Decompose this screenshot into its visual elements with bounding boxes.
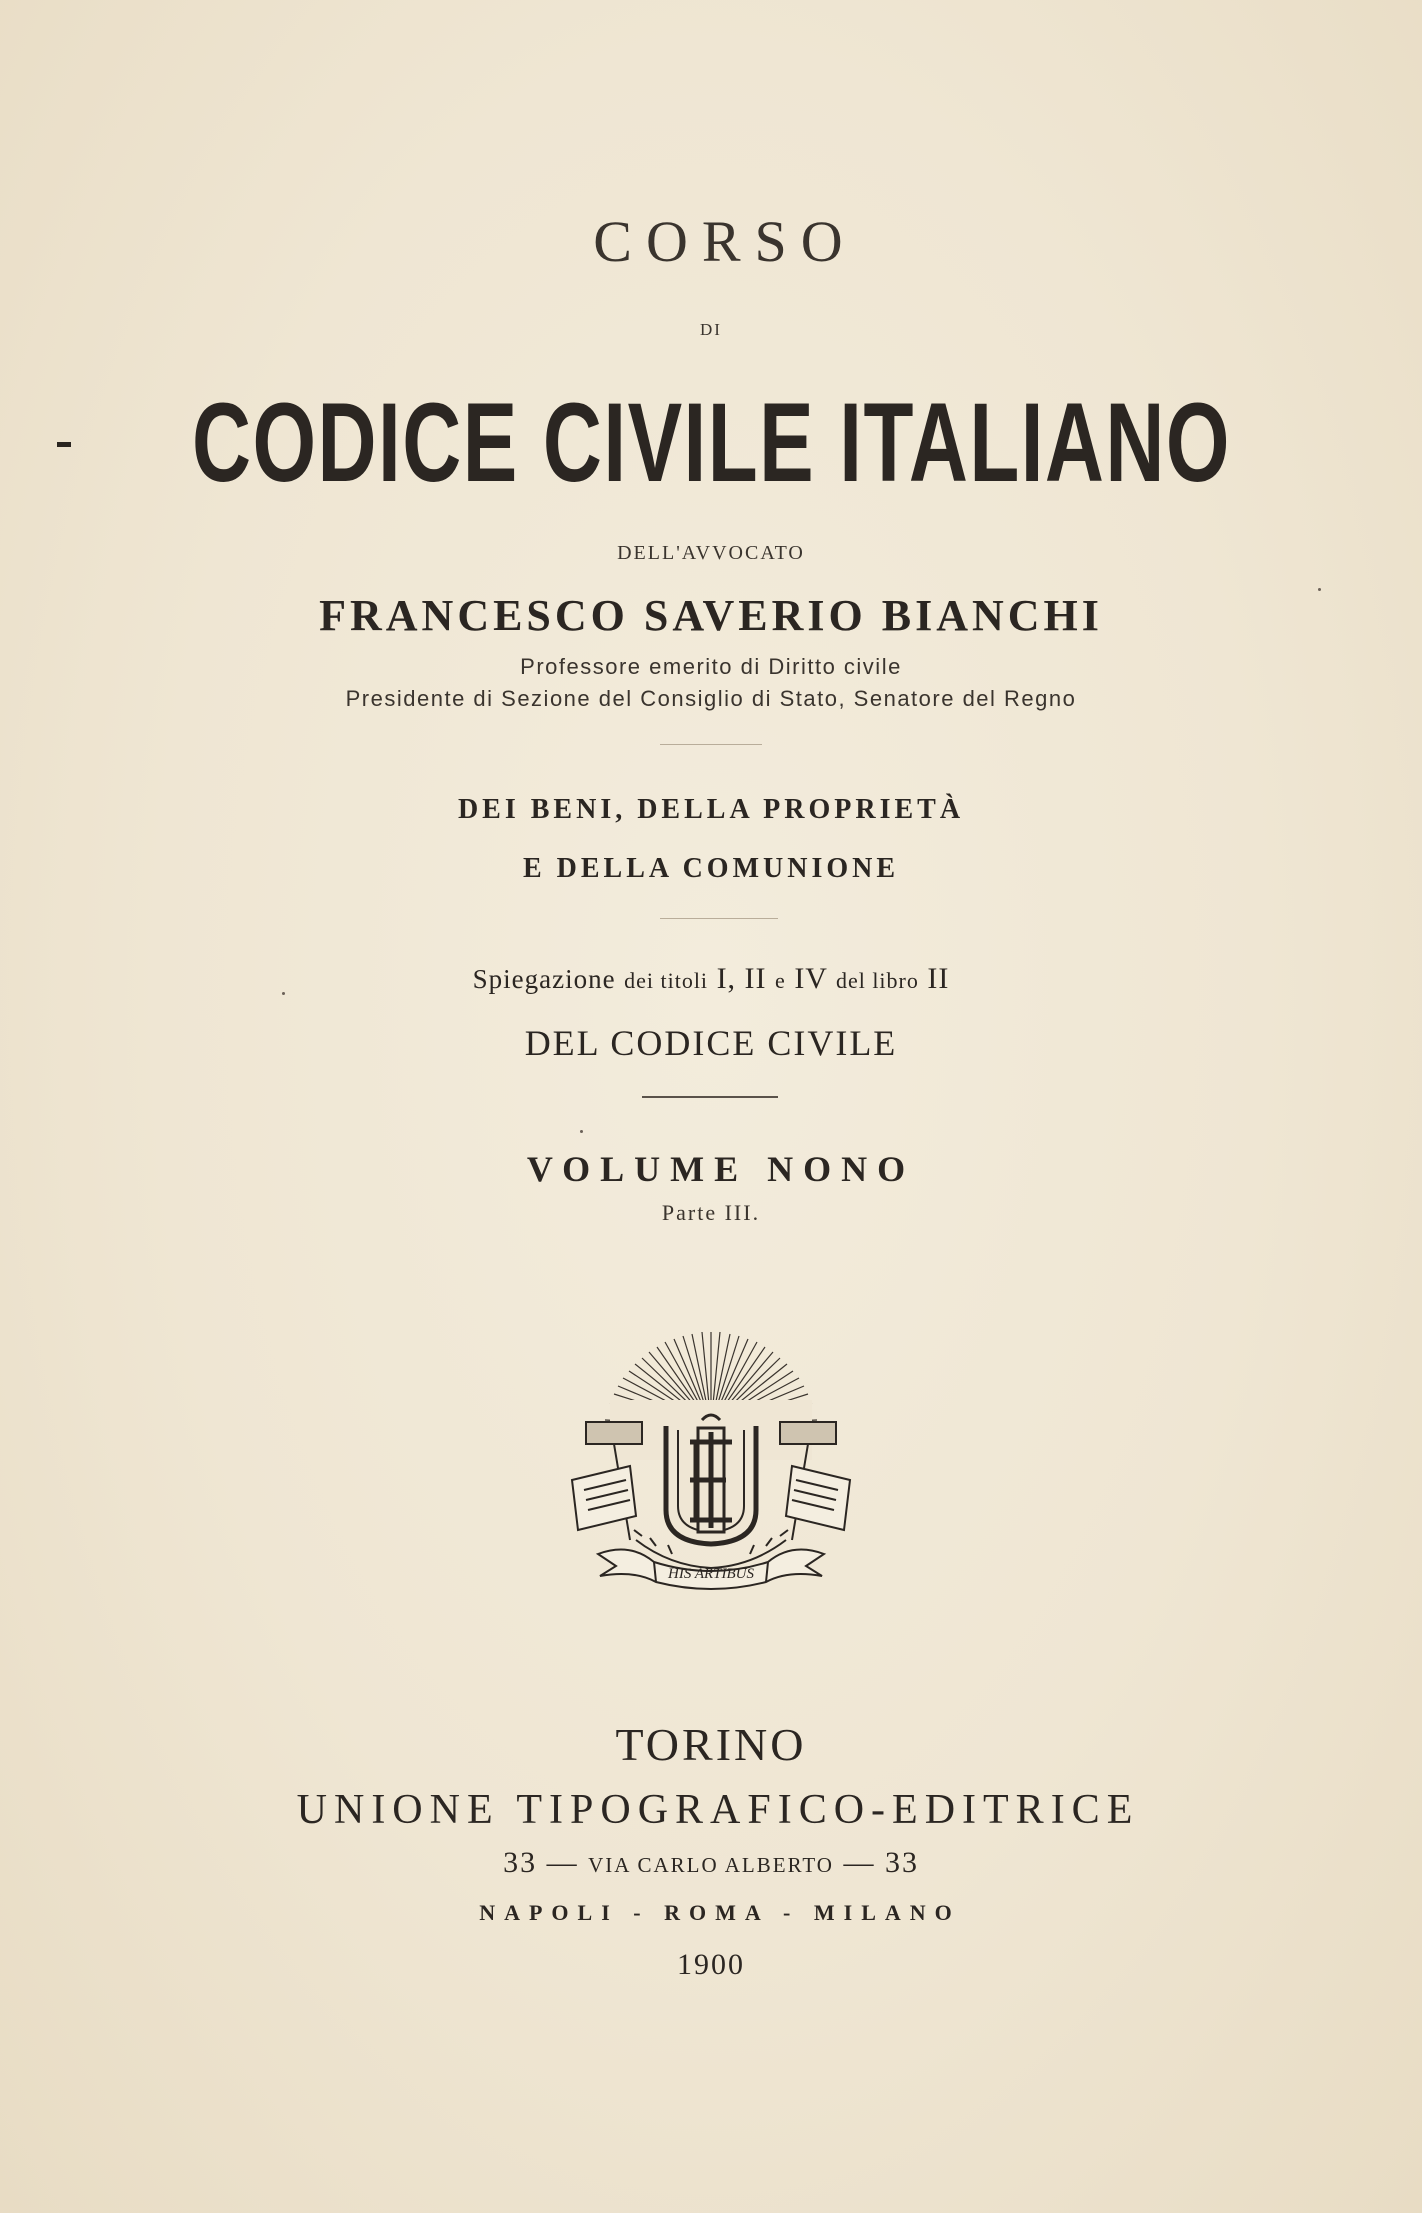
explanation-e: e — [775, 968, 786, 993]
author-name: FRANCESCO SAVERIO BIANCHI — [319, 591, 1103, 640]
main-title: CODICE CIVILE ITALIANO — [191, 380, 1231, 505]
address-dash-right: — — [843, 1846, 885, 1879]
margin-mark — [57, 442, 71, 447]
publication-year: 1900 — [677, 1948, 745, 1981]
address-street: VIA CARLO ALBERTO — [588, 1853, 834, 1877]
corso-heading: CORSO — [593, 209, 857, 274]
explanation-line — [0, 962, 1422, 996]
parte-label: Parte III. — [661, 1200, 761, 1225]
motto-text: HIS ARTIBUS — [668, 1566, 754, 1582]
explanation-del-libro: del libro — [835, 968, 919, 993]
paper-speck — [580, 1130, 583, 1133]
author-title-1: Professore emerito di Diritto civile — [520, 654, 902, 679]
divider-3 — [642, 1096, 778, 1098]
explanation-iv: IV — [794, 962, 828, 995]
volume-label: VOLUME NONO — [526, 1149, 916, 1189]
branch-cities: NAPOLI - ROMA - MILANO — [479, 1900, 961, 1925]
explanation-prefix: Spiegazione — [472, 964, 616, 994]
explanation-dei-titoli: dei titoli — [624, 968, 709, 993]
explanation-libro-num: II — [927, 962, 950, 995]
address-number-right: 33 — [884, 1846, 919, 1879]
subject-line-1: DEI BENI, DELLA PROPRIETÀ — [457, 794, 965, 825]
motto-ribbon — [598, 1550, 824, 1590]
imprint-city: TORINO — [615, 1719, 807, 1770]
paper-speck — [282, 992, 285, 995]
publisher-address — [0, 1846, 1422, 1880]
del-codice-civile: DEL CODICE CIVILE — [524, 1023, 898, 1063]
address-number-left: 33 — [503, 1846, 538, 1879]
subject-line-2: E DELLA COMUNIONE — [522, 853, 900, 884]
explanation-numerals: I, II — [716, 962, 767, 995]
paper-speck — [1318, 588, 1321, 591]
avvocato-label: DELL'AVVOCATO — [617, 542, 805, 564]
publisher-name: UNIONE TIPOGRAFICO-EDITRICE — [296, 1787, 1140, 1833]
address-dash-left: — — [546, 1846, 589, 1879]
publisher-emblem — [570, 1330, 852, 1620]
di-connector: DI — [700, 320, 722, 339]
divider-1 — [660, 744, 762, 745]
author-title-2: Presidente di Sezione del Consiglio di Stato, Senatore del Regno — [345, 686, 1077, 711]
ute-monogram-icon — [666, 1415, 756, 1544]
divider-2 — [660, 918, 778, 919]
